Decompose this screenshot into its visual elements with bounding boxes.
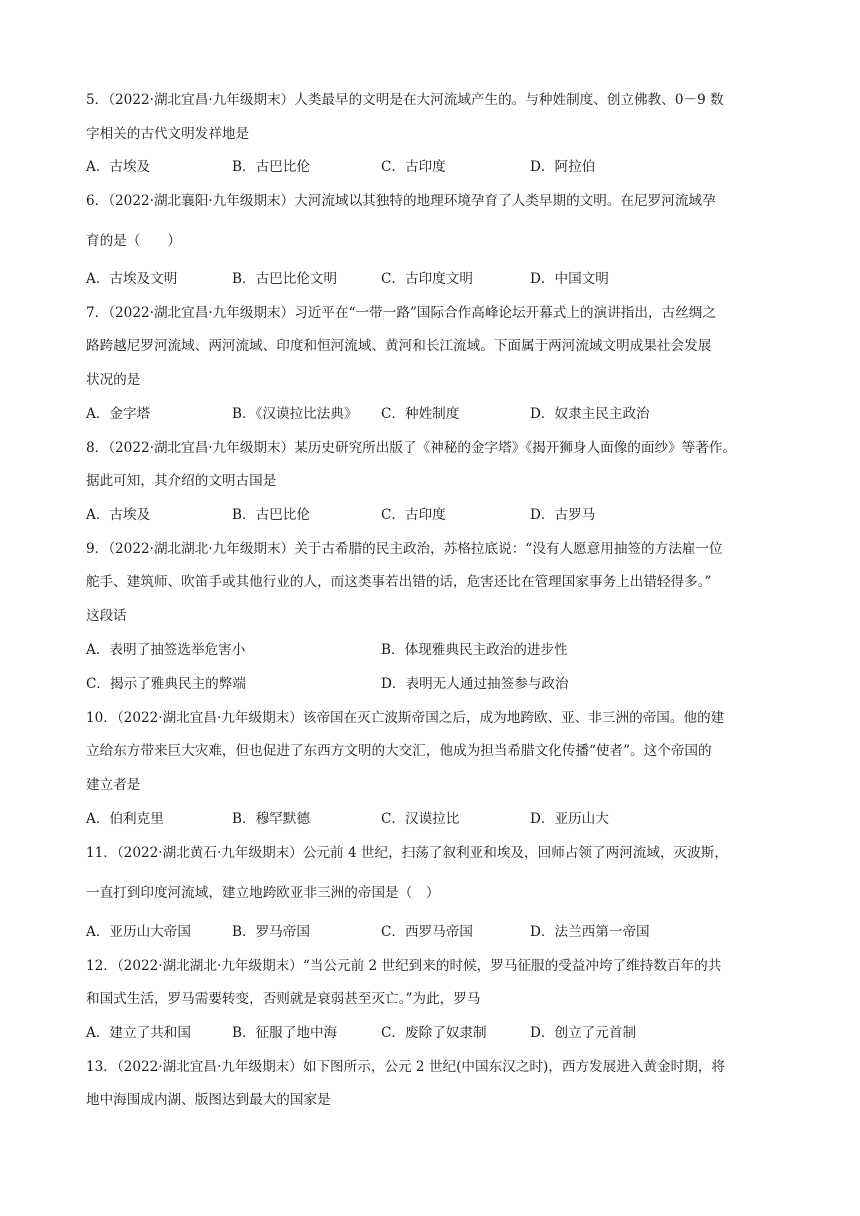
option-c[interactable]: C．揭示了雅典民主的弊端 — [86, 676, 246, 692]
option-d[interactable]: D．古罗马 — [530, 507, 596, 523]
option-c[interactable]: C．汉谟拉比 — [381, 811, 460, 827]
question-text: 8．（2022·湖北宜昌·九年级期末）某历史研究所出版了《神秘的金字塔》《揭开狮身人面像的面纱》等著作。 — [86, 440, 737, 456]
option-b[interactable]: B．体现雅典民主政治的进步性 — [381, 642, 568, 658]
option-b[interactable]: B．征服了地中海 — [232, 1025, 338, 1041]
option-a[interactable]: A．古埃及 — [86, 159, 151, 175]
question-text: 6．（2022·湖北襄阳·九年级期末）大河流域以其独特的地理环境孕育了人类早期的文明。在尼罗河流域孕 — [86, 193, 716, 209]
option-a[interactable]: A．古埃及 — [86, 507, 151, 523]
question-text: 12．（2022·湖北湖北·九年级期末）“当公元前 2 世纪到来的时候，罗马征服的受益冲垮了维持数百年的共 — [86, 958, 722, 974]
question-text: 一直打到印度河流域，建立地跨欧亚非三洲的帝国是（ ） — [86, 885, 440, 901]
question-text: 路跨越尼罗河流域、两河流域、印度和恒河流域、黄河和长江流域。下面属于两河流域文明成果社会发展 — [86, 338, 712, 354]
option-b[interactable]: B．古巴比伦文明 — [232, 271, 338, 287]
option-c[interactable]: C．古印度文明 — [381, 271, 473, 287]
question-text: 据此可知，其介绍的文明古国是 — [86, 473, 277, 489]
option-a[interactable]: A．表明了抽签选举危害小 — [86, 642, 246, 658]
option-d[interactable]: D．法兰西第一帝国 — [530, 924, 650, 940]
option-c[interactable]: C．西罗马帝国 — [381, 924, 473, 940]
option-d[interactable]: D．亚历山大 — [530, 811, 609, 827]
option-d[interactable]: D．表明无人通过抽签参与政治 — [381, 676, 569, 692]
option-b[interactable]: B．古巴比伦 — [232, 507, 310, 523]
question-text: 9．（2022·湖北湖北·九年级期末）关于古希腊的民主政治，苏格拉底说：“没有人愿意用抽签的方法雇一位 — [86, 541, 723, 557]
question-text: 状况的是 — [86, 372, 141, 388]
question-text: 和国式生活，罗马需要转变，否则就是衰弱甚至灭亡。”为此，罗马 — [86, 991, 481, 1007]
option-c[interactable]: C．种姓制度 — [381, 406, 460, 422]
option-b[interactable]: B．穆罕默德 — [232, 811, 310, 827]
option-b[interactable]: B．《汉谟拉比法典》 — [232, 406, 358, 422]
question-text: 13．（2022·湖北宜昌·九年级期末）如下图所示，公元 2 世纪(中国东汉之时)，西方发展进入黄金时期，将 — [86, 1059, 725, 1075]
option-a[interactable]: A．伯利克里 — [86, 811, 164, 827]
option-a[interactable]: A．亚历山大帝国 — [86, 924, 191, 940]
option-d[interactable]: D．中国文明 — [530, 271, 609, 287]
question-text: 这段话 — [86, 608, 127, 624]
option-a[interactable]: A．古埃及文明 — [86, 271, 178, 287]
option-a[interactable]: A．金字塔 — [86, 406, 151, 422]
option-a[interactable]: A．建立了共和国 — [86, 1025, 191, 1041]
option-b[interactable]: B．罗马帝国 — [232, 924, 310, 940]
option-b[interactable]: B．古巴比伦 — [232, 159, 310, 175]
option-c[interactable]: C．古印度 — [381, 159, 446, 175]
question-text: 11．（2022·湖北黄石·九年级期末）公元前 4 世纪，扫荡了叙利亚和埃及，回师占领了两河流域，灭波斯， — [86, 845, 728, 861]
question-text: 地中海围成内湖、版图达到最大的国家是 — [86, 1092, 331, 1108]
option-c[interactable]: C．废除了奴隶制 — [381, 1025, 487, 1041]
option-c[interactable]: C．古印度 — [381, 507, 446, 523]
option-d[interactable]: D．阿拉伯 — [530, 159, 596, 175]
question-text: 7．（2022·湖北宜昌·九年级期末）习近平在“一带一路”国际合作高峰论坛开幕式上的演讲指出，古丝绸之 — [86, 305, 716, 321]
option-d[interactable]: D．奴隶主民主政治 — [530, 406, 650, 422]
question-text: 5．（2022·湖北宜昌·九年级期末）人类最早的文明是在大河流域产生的。与种姓制度、创立佛教、0－9 数 — [86, 92, 724, 108]
question-text: 育的是（ ） — [86, 233, 182, 249]
question-text: 10．（2022·湖北宜昌·九年级期末）该帝国在灭亡波斯帝国之后，成为地跨欧、亚、非三洲的帝国。他的建 — [86, 710, 725, 726]
question-text: 立给东方带来巨大灾难，但也促进了东西方文明的大交汇，他成为担当希腊文化传播“使者”。这个帝国的 — [86, 743, 712, 759]
question-text: 建立者是 — [86, 777, 141, 793]
option-d[interactable]: D．创立了元首制 — [530, 1025, 637, 1041]
question-text: 舵手、建筑师、吹笛手或其他行业的人，而这类事若出错的话，危害还比在管理国家事务上出错轻得多。” — [86, 574, 712, 590]
question-text: 字相关的古代文明发祥地是 — [86, 126, 250, 142]
